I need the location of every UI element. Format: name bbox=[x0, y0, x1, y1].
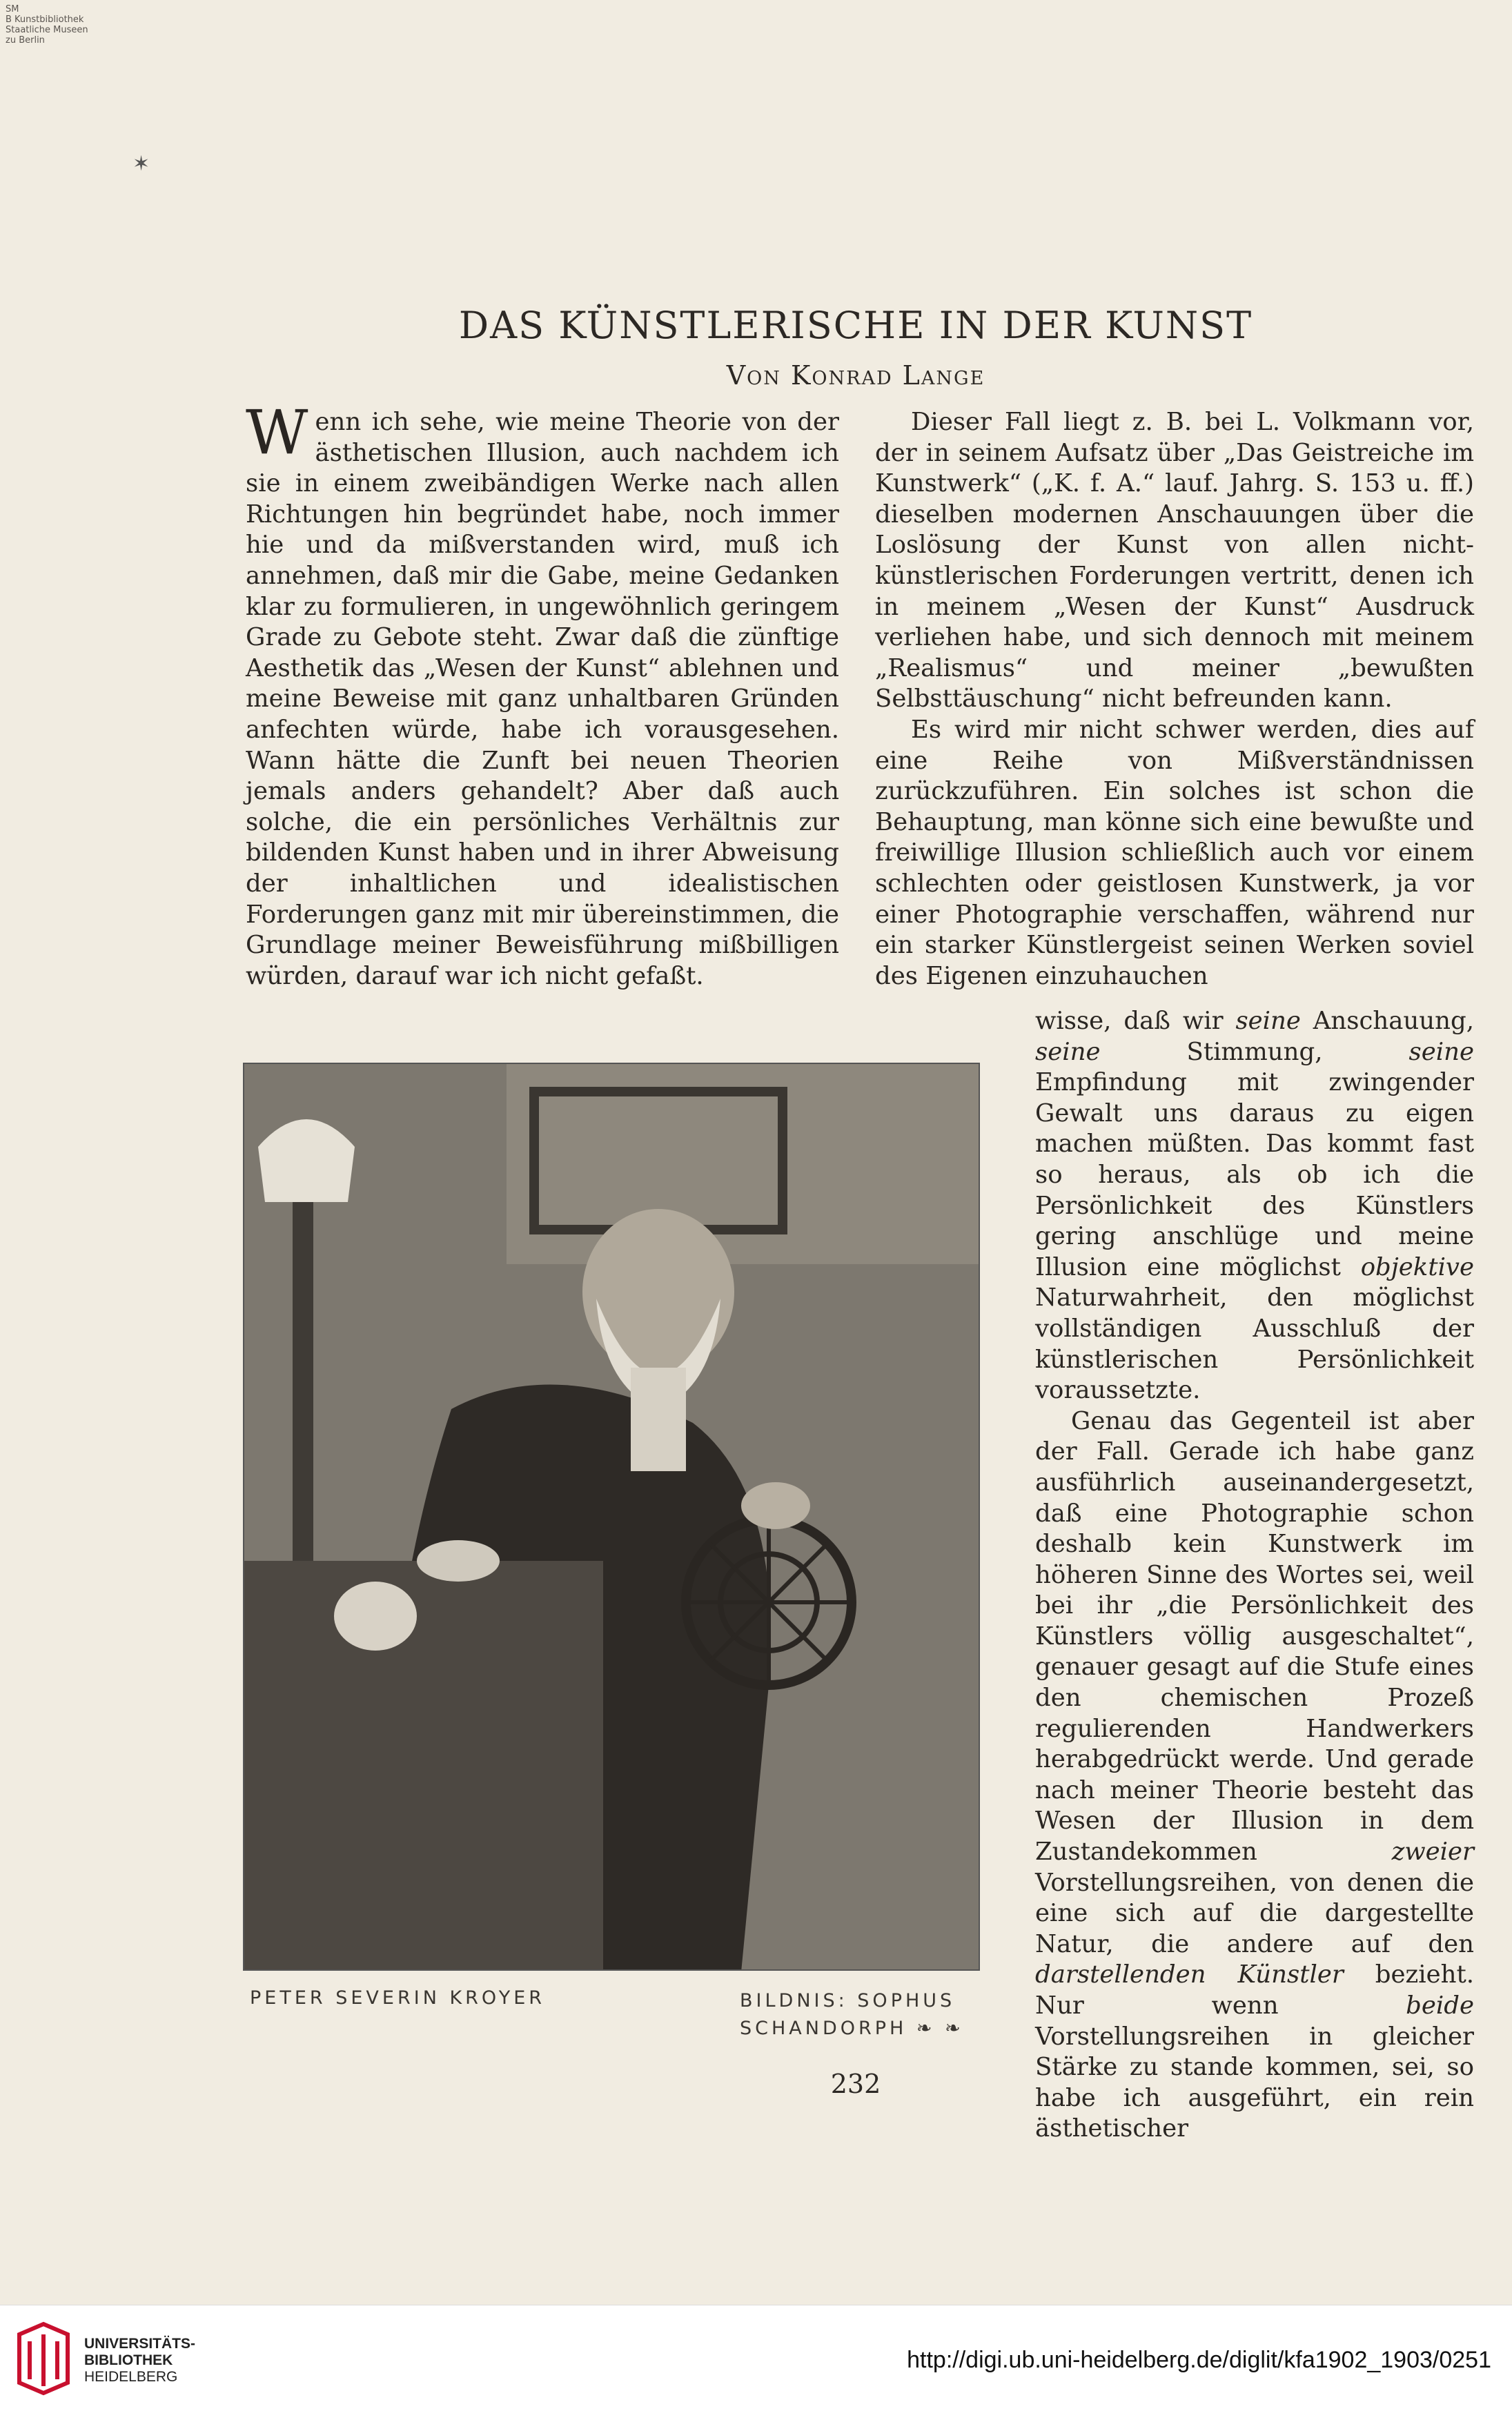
library-name-line: HEIDELBERG bbox=[84, 2369, 178, 2385]
text-run: bezieht. Nur wenn bbox=[1035, 1960, 1474, 2020]
article-title: DAS KÜNSTLERISCHE IN DER KUNST bbox=[458, 304, 1253, 347]
emphasis: seine bbox=[1035, 1037, 1101, 1066]
text-run: Naturwahrheit, den möglichst vollständigen Ausschluß der künstlerischen Persönlichkeit voraussetzte. bbox=[1035, 1283, 1474, 1405]
text-run: Vorstellungsreihen in gleicher Stärke zu stande kommen, sei, so habe ich ausgeführt, ein rein ästhetischer bbox=[1035, 2022, 1474, 2143]
emphasis: seine bbox=[1235, 1007, 1301, 1035]
text-run: Empfindung mit zwingender Gewalt uns daraus zu eigen machen müßten. Das kommt fast so heraus, als ob ich die Persönlichkeit des Künstlers gering anschlüge und meine Illusion eine möglichst bbox=[1035, 1068, 1474, 1281]
library-name-line: BIBLIOTHEK bbox=[84, 2352, 173, 2368]
text-run: Anschauung, bbox=[1300, 1007, 1475, 1035]
stamp-line: SM bbox=[6, 4, 19, 14]
paragraph: Dieser Fall liegt z. B. bei L. Volkmann vor, der in seinem Aufsatz über „Das Geistreiche im Kunstwerk“ („K. f. A.“ lauf. Jahrg. S. 153 u. ff.) dieselben modernen Anschauungen über die Loslösung der Kunst von allen nicht-künstlerischen Forderungen vertritt, denen ich in meinem „Wesen der Kunst“ Ausdruck verliehen habe, und sich dennoch mit meinem „Realismus“ und meiner „bewußten Selbsttäuschung“ nicht befreunden kann. bbox=[875, 408, 1474, 714]
ink-mark: ✶ bbox=[132, 152, 150, 176]
text-run: Stimmung, bbox=[1100, 1037, 1409, 1066]
paragraph bbox=[246, 397, 839, 992]
caption-title-line: BILDNIS: SOPHUS bbox=[740, 1990, 956, 2011]
left-column bbox=[246, 397, 839, 992]
stamp-line: Staatliche Museen bbox=[6, 25, 88, 35]
stamp-line: B Kunstbibliothek bbox=[6, 14, 84, 25]
text-run: Vorstellungsreihen, von denen die eine sich auf die dargestellte Natur, die andere auf den bbox=[1035, 1868, 1474, 1958]
library-stamp bbox=[6, 4, 88, 46]
emphasis: seine bbox=[1408, 1037, 1474, 1066]
paragraph: Es wird mir nicht schwer werden, dies auf eine Reihe von Mißverständnissen zurückzuführen. Ein solches ist schon die Behauptung, man könne sich eine bewußte und freiwillige Illusion schließlich auch vor einem schlechten oder geistlosen Kunstwerk, ja vor einer Photographie verschaffen, während nur ein starker Künstlergeist seinen Werken soviel des Eigenen einzuhauchen bbox=[875, 715, 1474, 990]
page-number: 232 bbox=[830, 2069, 881, 2099]
stamp-line: zu Berlin bbox=[6, 35, 45, 46]
emphasis: beide bbox=[1406, 1991, 1474, 2020]
library-name bbox=[84, 2336, 195, 2385]
text-run: Genau das Gegenteil ist aber der Fall. Gerade ich habe ganz ausführlich auseinandergesetzt, daß eine Photographie schon deshalb kein Kunstwerk im höheren Sinne des Wortes sei, weil bei ihr „die Persönlichkeit des Künstlers völlig ausgeschaltet“, genauer gesagt auf die Stufe eines den chemischen Prozeß regulierenden Handwerkers herabgedrückt werde. Und gerade nach meiner Theorie besteht das Wesen der Illusion in dem Zustandekommen bbox=[1035, 1406, 1474, 1867]
text-run: wisse, daß wir bbox=[1035, 1007, 1236, 1035]
caption-title-line: SCHANDORPH ❧ ❧ bbox=[740, 2018, 964, 2039]
emphasis: objektive bbox=[1360, 1252, 1474, 1281]
paragraph-text: enn ich sehe, wie meine Theorie von der ästhetischen Illusion, auch nachdem ich sie in einem zweibändigen Werke nach allen Richtungen hin begründet habe, noch immer hie und da mißverstanden wird, muß ich annehmen, daß mir die Gabe, meine Gedanken klar zu formulieren, in ungewöhnlich geringem Grade zu Gebote steht. Zwar daß die zünftige Aesthetik das „Wesen der Kunst“ ablehnen und meine Beweise mit ganz unhaltbaren Gründen anfechten würde, habe ich vorausgesehen. Wann hätte die Zunft bei neuen Theorien jemals anders gehandelt? Aber daß auch solche, die ein persönliches Verhältnis zur bildenden Kunst haben und in ihrer Abweisung der inhaltlichen und idealistischen Forderungen ganz mit mir übereinstimmen, die Grundlage meiner Beweisführung mißbilligen würden, darauf war ich nicht gefaßt. bbox=[246, 408, 839, 990]
caption-title bbox=[740, 1987, 964, 2043]
paragraph bbox=[1035, 1406, 1474, 2145]
emphasis: darstellenden Künstler bbox=[1035, 1960, 1344, 1989]
portrait-drawing bbox=[244, 1064, 980, 1971]
paragraph bbox=[1035, 1006, 1474, 1406]
caption-artist: PETER SEVERIN KROYER bbox=[250, 1987, 546, 2009]
permalink[interactable]: http://digi.ub.uni-heidelberg.de/diglit/kfa1902_1903/0251 bbox=[907, 2347, 1491, 2373]
library-name-line: UNIVERSITÄTS- bbox=[84, 2336, 196, 2352]
article-byline: Von Konrad Lange bbox=[726, 360, 985, 391]
emphasis: zweier bbox=[1391, 1838, 1474, 1867]
right-column-narrow bbox=[1035, 1006, 1474, 2145]
library-logo-icon bbox=[12, 2321, 75, 2397]
right-column-top bbox=[875, 407, 1474, 992]
viewer-footer bbox=[0, 2305, 1512, 2411]
drop-cap: W bbox=[246, 397, 308, 468]
portrait-illustration bbox=[243, 1063, 980, 1971]
